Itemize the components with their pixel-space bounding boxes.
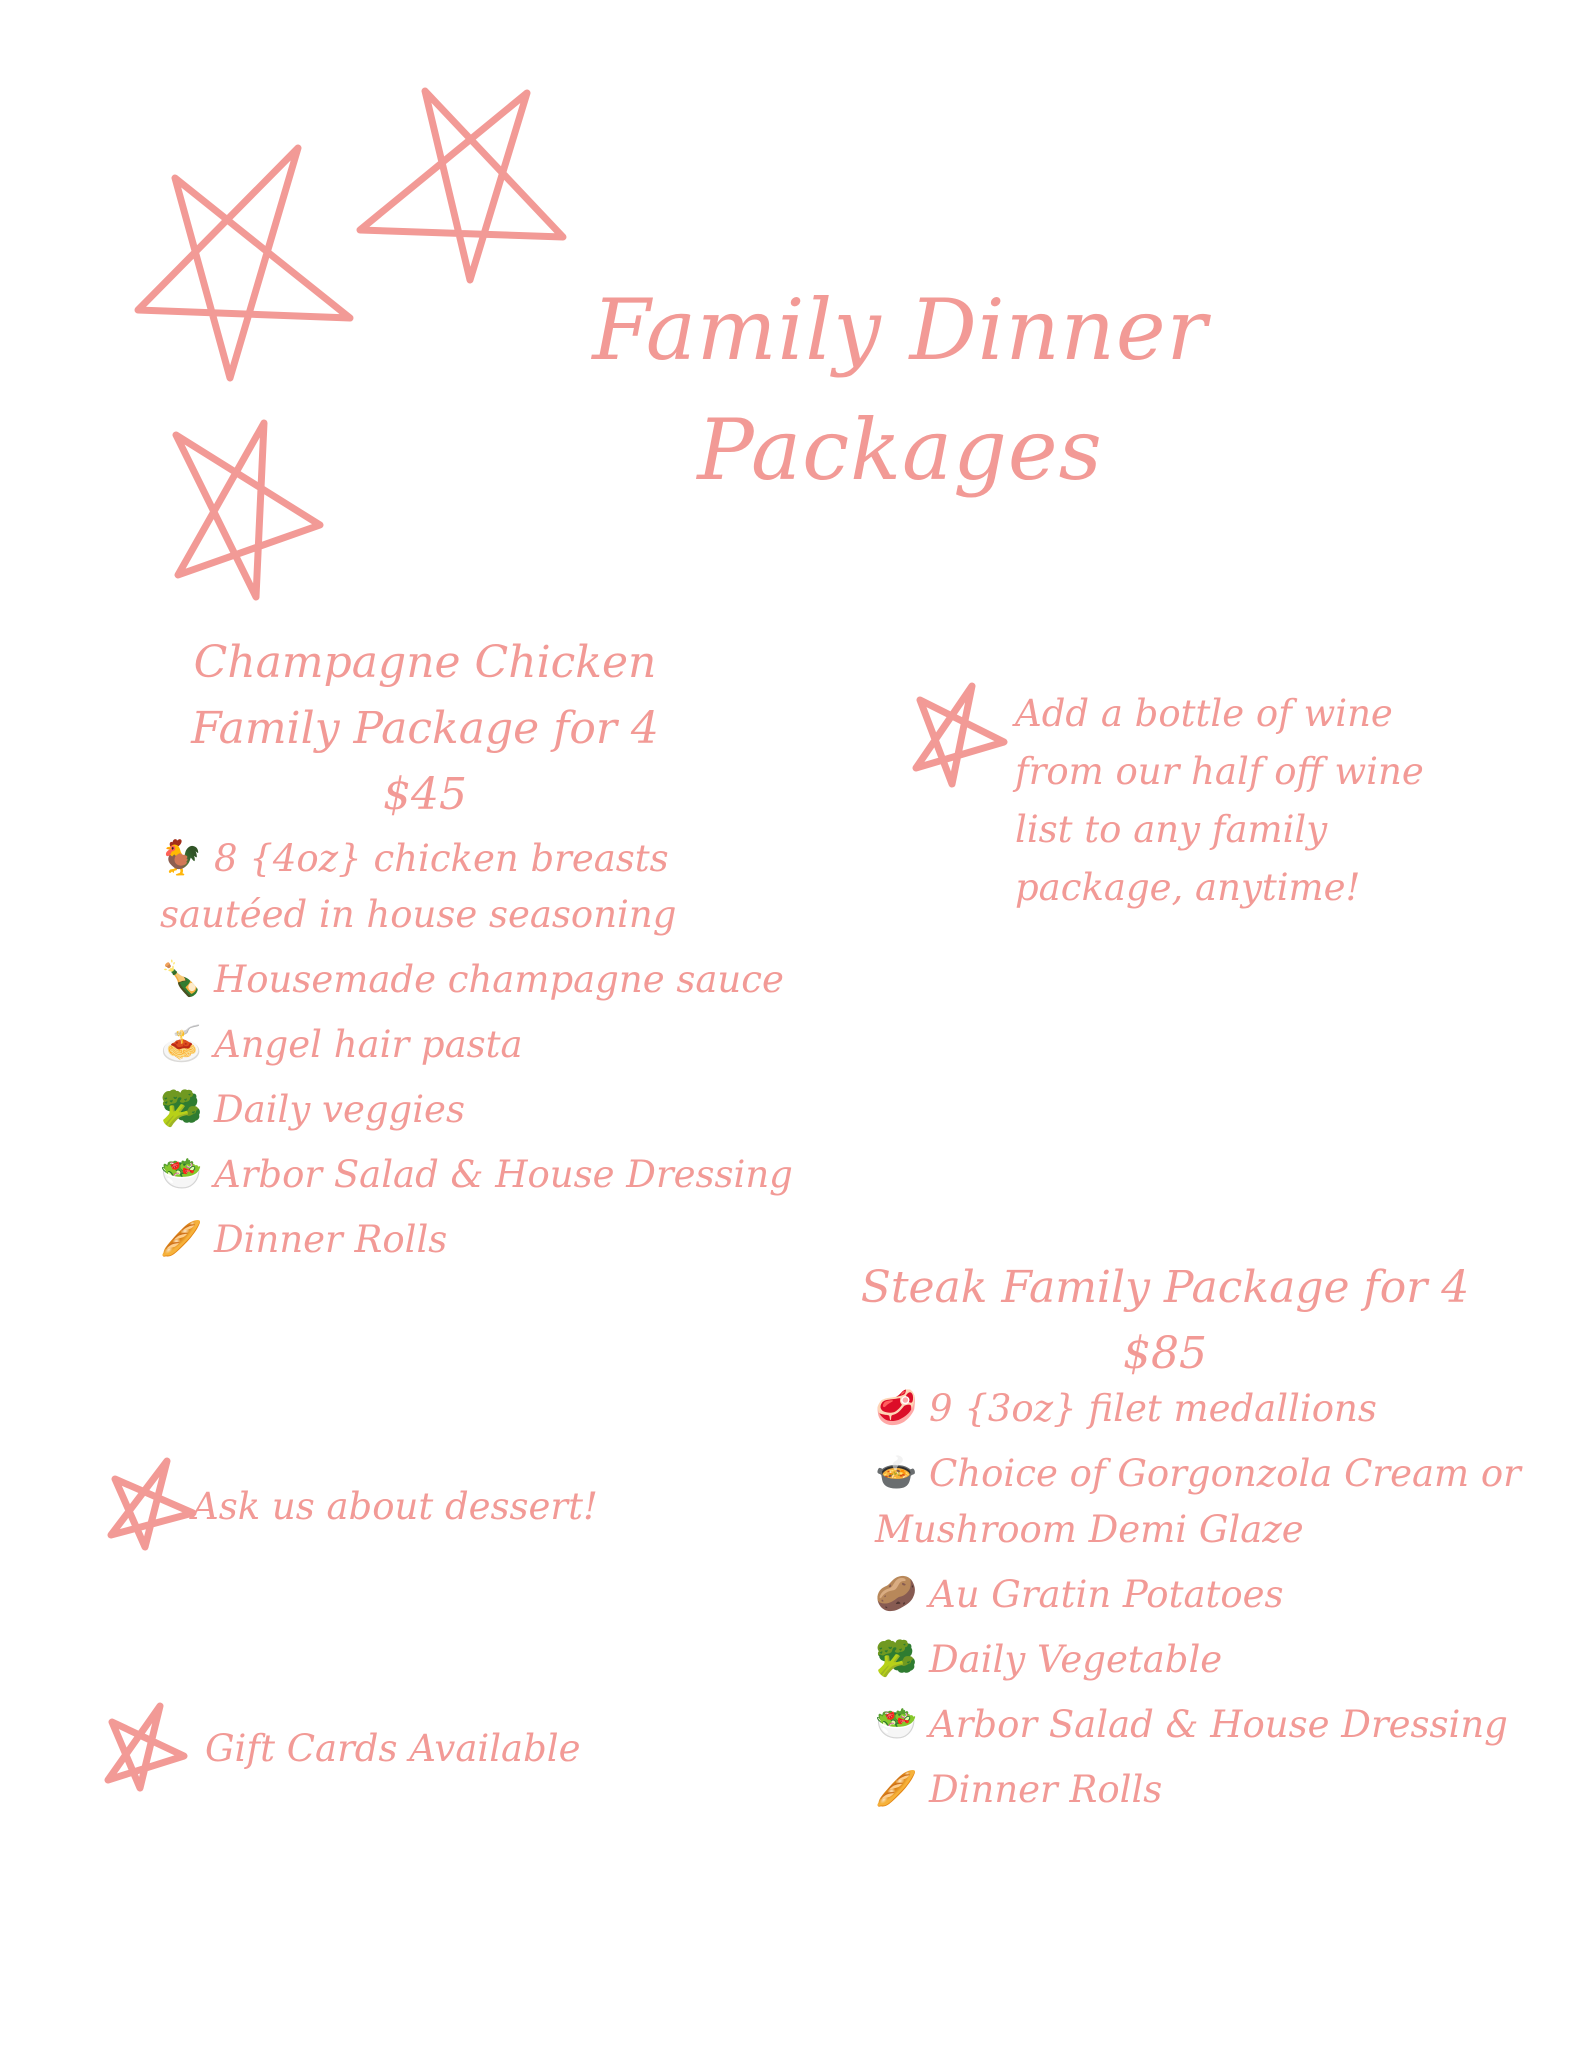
list-item <box>875 1631 1555 1688</box>
steak-items <box>875 1380 1555 1826</box>
list-item-text: Arbor Salad & House Dressing <box>214 1153 793 1196</box>
list-item-text: 8 {4oz} chicken breasts sautéed in house seasoning <box>160 837 677 936</box>
broccoli-icon: 🥦 <box>160 1089 203 1129</box>
star-icon-gift <box>102 1700 192 1795</box>
list-item <box>160 1081 820 1138</box>
wine-note-line-2: from our half off wine <box>1015 750 1424 793</box>
list-item <box>875 1696 1555 1753</box>
list-item-text: Au Gratin Potatoes <box>929 1573 1284 1616</box>
salad-icon: 🥗 <box>160 1154 203 1194</box>
list-item-text: Housemade champagne sauce <box>214 958 784 1001</box>
baguette-icon: 🥖 <box>875 1769 918 1809</box>
potato-icon: 🥔 <box>875 1574 918 1614</box>
champagne-chicken-title-line-1: Champagne Chicken <box>193 637 657 688</box>
list-item-text: Choice of Gorgonzola Cream or Mushroom Demi Glaze <box>875 1452 1521 1551</box>
list-item <box>875 1380 1555 1437</box>
wine-note-line-1: Add a bottle of wine <box>1015 692 1393 735</box>
list-item-text: Daily veggies <box>214 1088 465 1131</box>
star-icon-wine <box>910 680 1010 792</box>
list-item-text: Dinner Rolls <box>929 1768 1163 1811</box>
wine-note <box>1015 685 1424 917</box>
wine-note-line-3: list to any family <box>1015 808 1328 851</box>
steak-price: $85 <box>1123 1328 1207 1379</box>
gift-cards-note: Gift Cards Available <box>205 1727 581 1770</box>
champagne-chicken-price: $45 <box>383 769 467 820</box>
broccoli-icon: 🥦 <box>875 1639 918 1679</box>
list-item-text: Dinner Rolls <box>214 1218 448 1261</box>
champagne-bottle-icon: 🍾 <box>160 959 203 999</box>
list-item-text: 9 {3oz} filet medallions <box>929 1387 1377 1430</box>
star-icon-top-middle <box>355 85 570 290</box>
page-title-line-1: Family Dinner <box>592 281 1208 379</box>
star-icon-top-left <box>130 140 360 390</box>
list-item <box>160 1211 820 1268</box>
list-item <box>160 830 820 943</box>
steak-icon: 🥩 <box>875 1388 918 1428</box>
list-item-text: Arbor Salad & House Dressing <box>929 1703 1508 1746</box>
steak-header <box>805 1255 1525 1387</box>
page-title <box>520 270 1280 510</box>
page-title-line-2: Packages <box>697 401 1103 499</box>
champagne-chicken-title-line-2: Family Package for 4 <box>191 703 659 754</box>
baguette-icon: 🥖 <box>160 1219 203 1259</box>
list-item <box>875 1445 1555 1558</box>
rooster-icon: 🐓 <box>160 838 203 878</box>
list-item-text: Daily Vegetable <box>929 1638 1223 1681</box>
champagne-chicken-items <box>160 830 820 1276</box>
list-item <box>160 951 820 1008</box>
list-item <box>875 1566 1555 1623</box>
spaghetti-icon: 🍝 <box>160 1024 203 1064</box>
fondue-pot-icon: 🍲 <box>875 1453 918 1493</box>
salad-icon: 🥗 <box>875 1704 918 1744</box>
star-icon-left-middle <box>168 415 328 605</box>
wine-note-line-4: package, anytime! <box>1015 866 1361 909</box>
list-item <box>160 1146 820 1203</box>
champagne-chicken-header <box>140 630 710 828</box>
star-icon-dessert <box>105 1455 200 1555</box>
list-item-text: Angel hair pasta <box>214 1023 523 1066</box>
dessert-note: Ask us about dessert! <box>192 1485 598 1528</box>
list-item <box>160 1016 820 1073</box>
list-item <box>875 1761 1555 1818</box>
steak-title: Steak Family Package for 4 <box>860 1262 1470 1313</box>
